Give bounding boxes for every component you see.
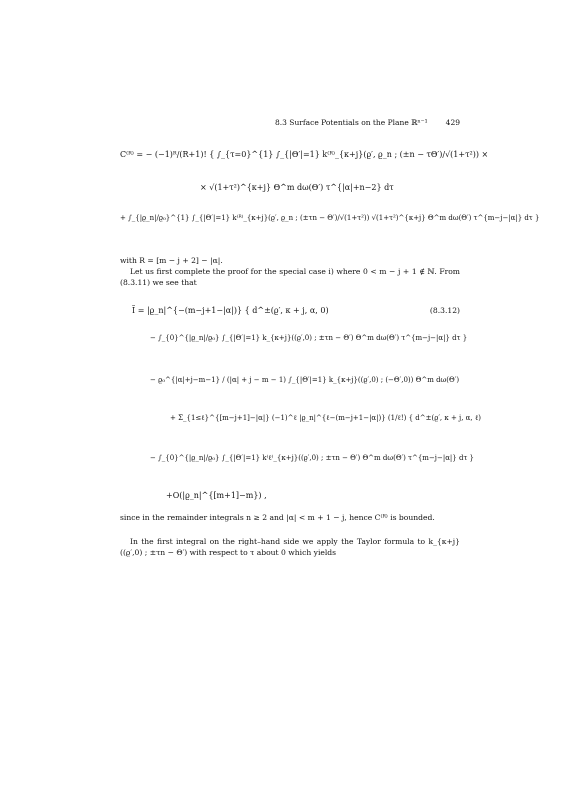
running-header: [120, 118, 460, 127]
equation-cR-line-1: C⁽ᴿ⁾ = − (−1)ᴿ/(R+1)! { ∫_{τ=0}^{1} ∫_{|Θ′|=1} k⁽ᴿ⁾_{κ+j}(ϱ′, ϱ_n ; (±n − τΘ′)/√(1+τ²)) ×: [120, 150, 489, 159]
equation-I-line-1-text: Ĩ = |ϱ_n|^{−(m−j+1−|α|)} { d^±(ϱ′, κ + j, α, 0): [132, 306, 329, 315]
equation-I-line-2: − ∫_{0}^{|ϱ_n|/ϱ₀} ∫_{|Θ′|=1} k_{κ+j}((ϱ′,0) ; ±τn − Θ′) Θ^m dω(Θ′) τ^{m−j−|α|} dτ }: [150, 334, 468, 342]
equation-cR-line-3: + ∫_{|ϱ_n|/ϱ₀}^{1} ∫_{|Θ′|=1} k⁽ᴿ⁾_{κ+j}(ϱ′, ϱ_n ; (±τn − Θ′)/√(1+τ²)) √(1+τ²)^{κ+j} Θ^m dω(Θ′) τ^{m−j−|α|} dτ }: [120, 214, 540, 222]
equation-I-line-5: − ∫_{0}^{|ϱ_n|/ϱ₀} ∫_{|Θ′|=1} k⁽ℓ⁾_{κ+j}((ϱ′,0) ; ±τn − Θ′) Θ^m dω(Θ′) τ^{m−j−|α|} dτ }: [150, 454, 474, 462]
paragraph-special-case: Let us first complete the proof for the special case i) where 0 < m − j + 1 ∉ ℕ. From (8.3.11) we see that: [120, 267, 460, 287]
equation-I-line-4: + Σ_{1≤ℓ}^{[m−j+1]−|α|} (−1)^ℓ |ϱ_n|^{ℓ−(m−j+1−|α|)} (1/ℓ!) { d^±(ϱ′, κ + j, α, ℓ): [170, 414, 481, 422]
equation-number: (8.3.12): [429, 306, 460, 315]
paragraph-R-definition: with R = [m − j + 2] − |α|.: [120, 256, 223, 265]
page-number: 429: [445, 118, 460, 127]
paragraph-remainder-integrals: since in the remainder integrals n ≥ 2 and |α| < m + 1 − j, hence C⁽ᴿ⁾ is bounded.: [120, 513, 435, 522]
equation-I-line-3: − ϱ₀^{|α|+j−m−1} / (|α| + j − m − 1) ∫_{|Θ′|=1} k_{κ+j}((ϱ′,0) ; (−Θ′,0)) Θ^m dω(Θ′): [150, 376, 460, 384]
equation-cR-line-2: × √(1+τ²)^{κ+j} Θ^m dω(Θ′) τ^{|α|+n−2} dτ: [200, 183, 394, 192]
paragraph-taylor-formula: In the first integral on the right–hand side we apply the Taylor formula to k_{κ+j}((ϱ′,0) ; ±τn − Θ′) with respect to τ about 0 which yields: [120, 537, 460, 557]
equation-I-line-6: +O(|ϱ_n|^{[m+1]−m}) ,: [166, 491, 267, 500]
equation-I-line-1: [120, 306, 460, 315]
running-title: 8.3 Surface Potentials on the Plane ℝⁿ⁻¹: [275, 118, 428, 127]
